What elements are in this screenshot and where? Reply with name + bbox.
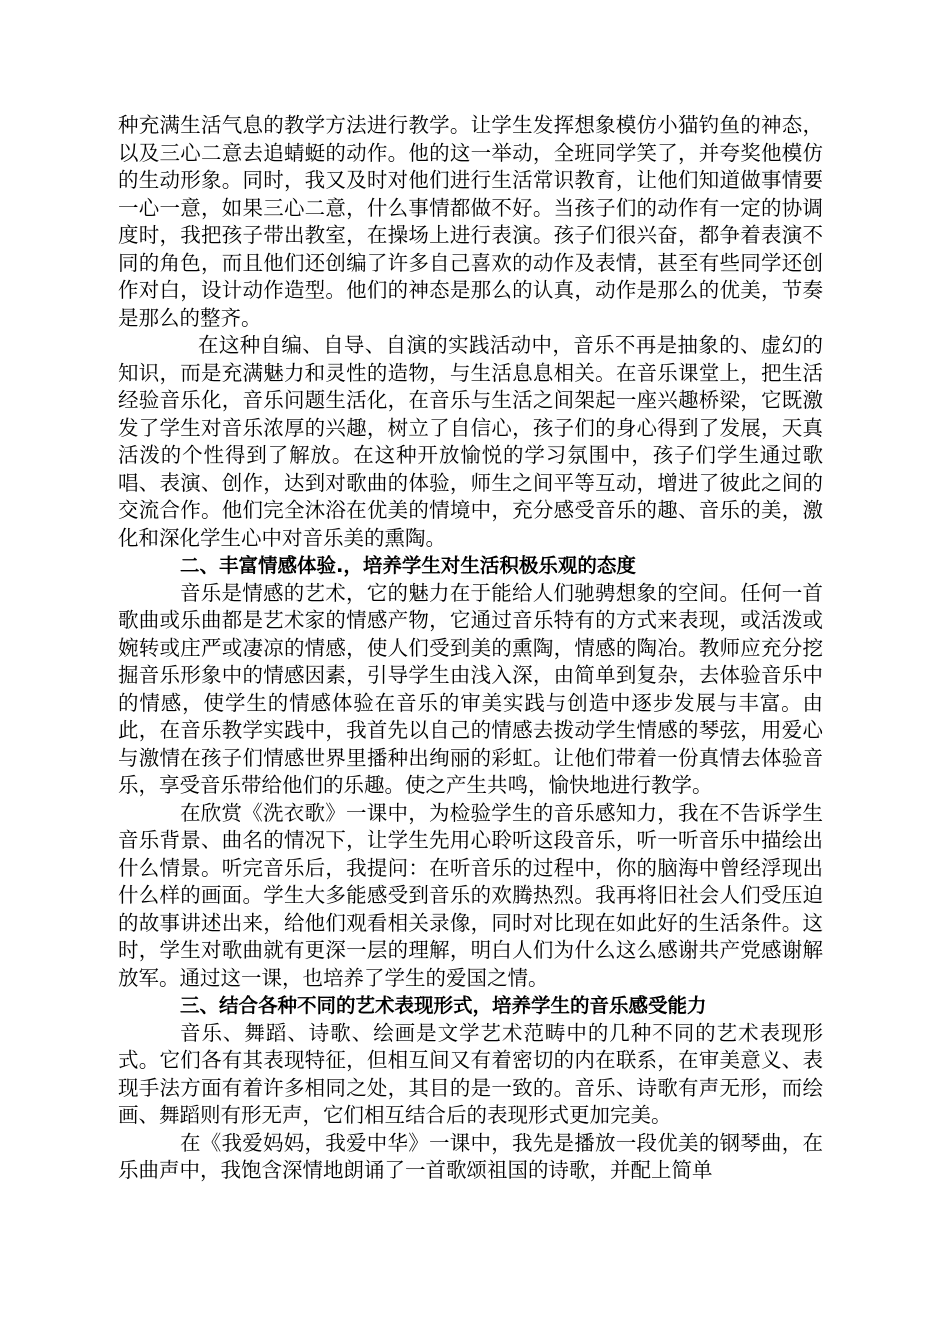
body-paragraph: 在欣赏《洗衣歌》一课中，为检验学生的音乐感知力，我在不告诉学生音乐背景、曲名的情况下，让学生先用心聆听这段音乐，听一听音乐中描绘出什么情景。听完音乐后，我提问：在听音乐的过程中，你的脑海中曾经浮现出什么样的画面。学生大多能感受到音乐的欢腾热烈。我再将旧社会人们受压迫的故事讲述出来，给他们观看相关录像，同时对比现在如此好的生活条件。这时，学生对歌曲就有更深一层的理解，明白人们为什么这么感谢共产党感谢解放军。通过这一课，也培养了学生的爱国之情。 bbox=[118, 800, 823, 990]
body-paragraph: 在《我爱妈妈，我爱中华》一课中，我先是播放一段优美的钢琴曲，在乐曲声中，我饱含深情地朗诵了一首歌颂祖国的诗歌，并配上简单 bbox=[118, 1130, 823, 1182]
section-heading: 三、结合各种不同的艺术表现形式，培养学生的音乐感受能力 bbox=[180, 994, 707, 1017]
body-paragraph: 音乐是情感的艺术，它的魅力在于能给人们驰骋想象的空间。任何一首歌曲或乐曲都是艺术家的情感产物，它通过音乐特有的方式来表现，或活泼或婉转或庄严或凄凉的情感，使人们受到美的熏陶，情感的陶冶。教师应充分挖掘音乐形象中的情感因素，引导学生由浅入深，由简单到复杂，去体验音乐中的情感，使学生的情感体验在音乐的审美实践与创造中逐步发展与丰富。由此，在音乐教学实践中，我首先以自己的情感去拨动学生情感的琴弦，用爱心与激情在孩子们情感世界里播种出绚丽的彩虹。让他们带着一份真情去体验音乐，享受音乐带给他们的乐趣。使之产生共鸣，愉快地进行教学。 bbox=[118, 580, 823, 797]
section-heading: 二、丰富情感体验.，培养学生对生活积极乐观的态度 bbox=[180, 554, 636, 577]
body-paragraph: 音乐、舞蹈、诗歌、绘画是文学艺术范畴中的几种不同的艺术表现形式。它们各有其表现特征，但相互间又有着密切的内在联系，在审美意义、表现手法方面有着许多相同之处，其目的是一致的。音乐、诗歌有声无形，而绘画、舞蹈则有形无声，它们相互结合后的表现形式更加完美。 bbox=[118, 1020, 823, 1127]
body-paragraph: 种充满生活气息的教学方法进行教学。让学生发挥想象模仿小猫钓鱼的神态，以及三心二意去追蜻蜓的动作。他的这一举动，全班同学笑了，并夸奖他模仿的生动形象。同时，我又及时对他们进行生活常识教育，让他们知道做事情要一心一意，如果三心二意，什么事情都做不好。当孩子们的动作有一定的协调度时，我把孩子带出教室，在操场上进行表演。孩子们很兴奋，都争着表演不同的角色，而且他们还创编了许多自己喜欢的动作及表情，甚至有些同学还创作对白，设计动作造型。他们的神态是那么的认真，动作是那么的优美，节奏是那么的整齐。 bbox=[118, 113, 823, 330]
document-page bbox=[118, 112, 823, 1185]
body-paragraph: 在这种自编、自导、自演的实践活动中，音乐不再是抽象的、虚幻的知识，而是充满魅力和灵性的造物，与生活息息相关。在音乐课堂上，把生活经验音乐化，音乐问题生活化，在音乐与生活之间架起一座兴趣桥梁，它既激发了学生对音乐浓厚的兴趣，树立了自信心，孩子们的身心得到了发展，天真活泼的个性得到了解放。在这种开放愉悦的学习氛围中，孩子们学生通过歌唱、表演、创作，达到对歌曲的体验，师生之间平等互动，增进了彼此之间的交流合作。他们完全沐浴在优美的情境中，充分感受音乐的趣、音乐的美，激化和深化学生心中对音乐美的熏陶。 bbox=[118, 333, 823, 550]
